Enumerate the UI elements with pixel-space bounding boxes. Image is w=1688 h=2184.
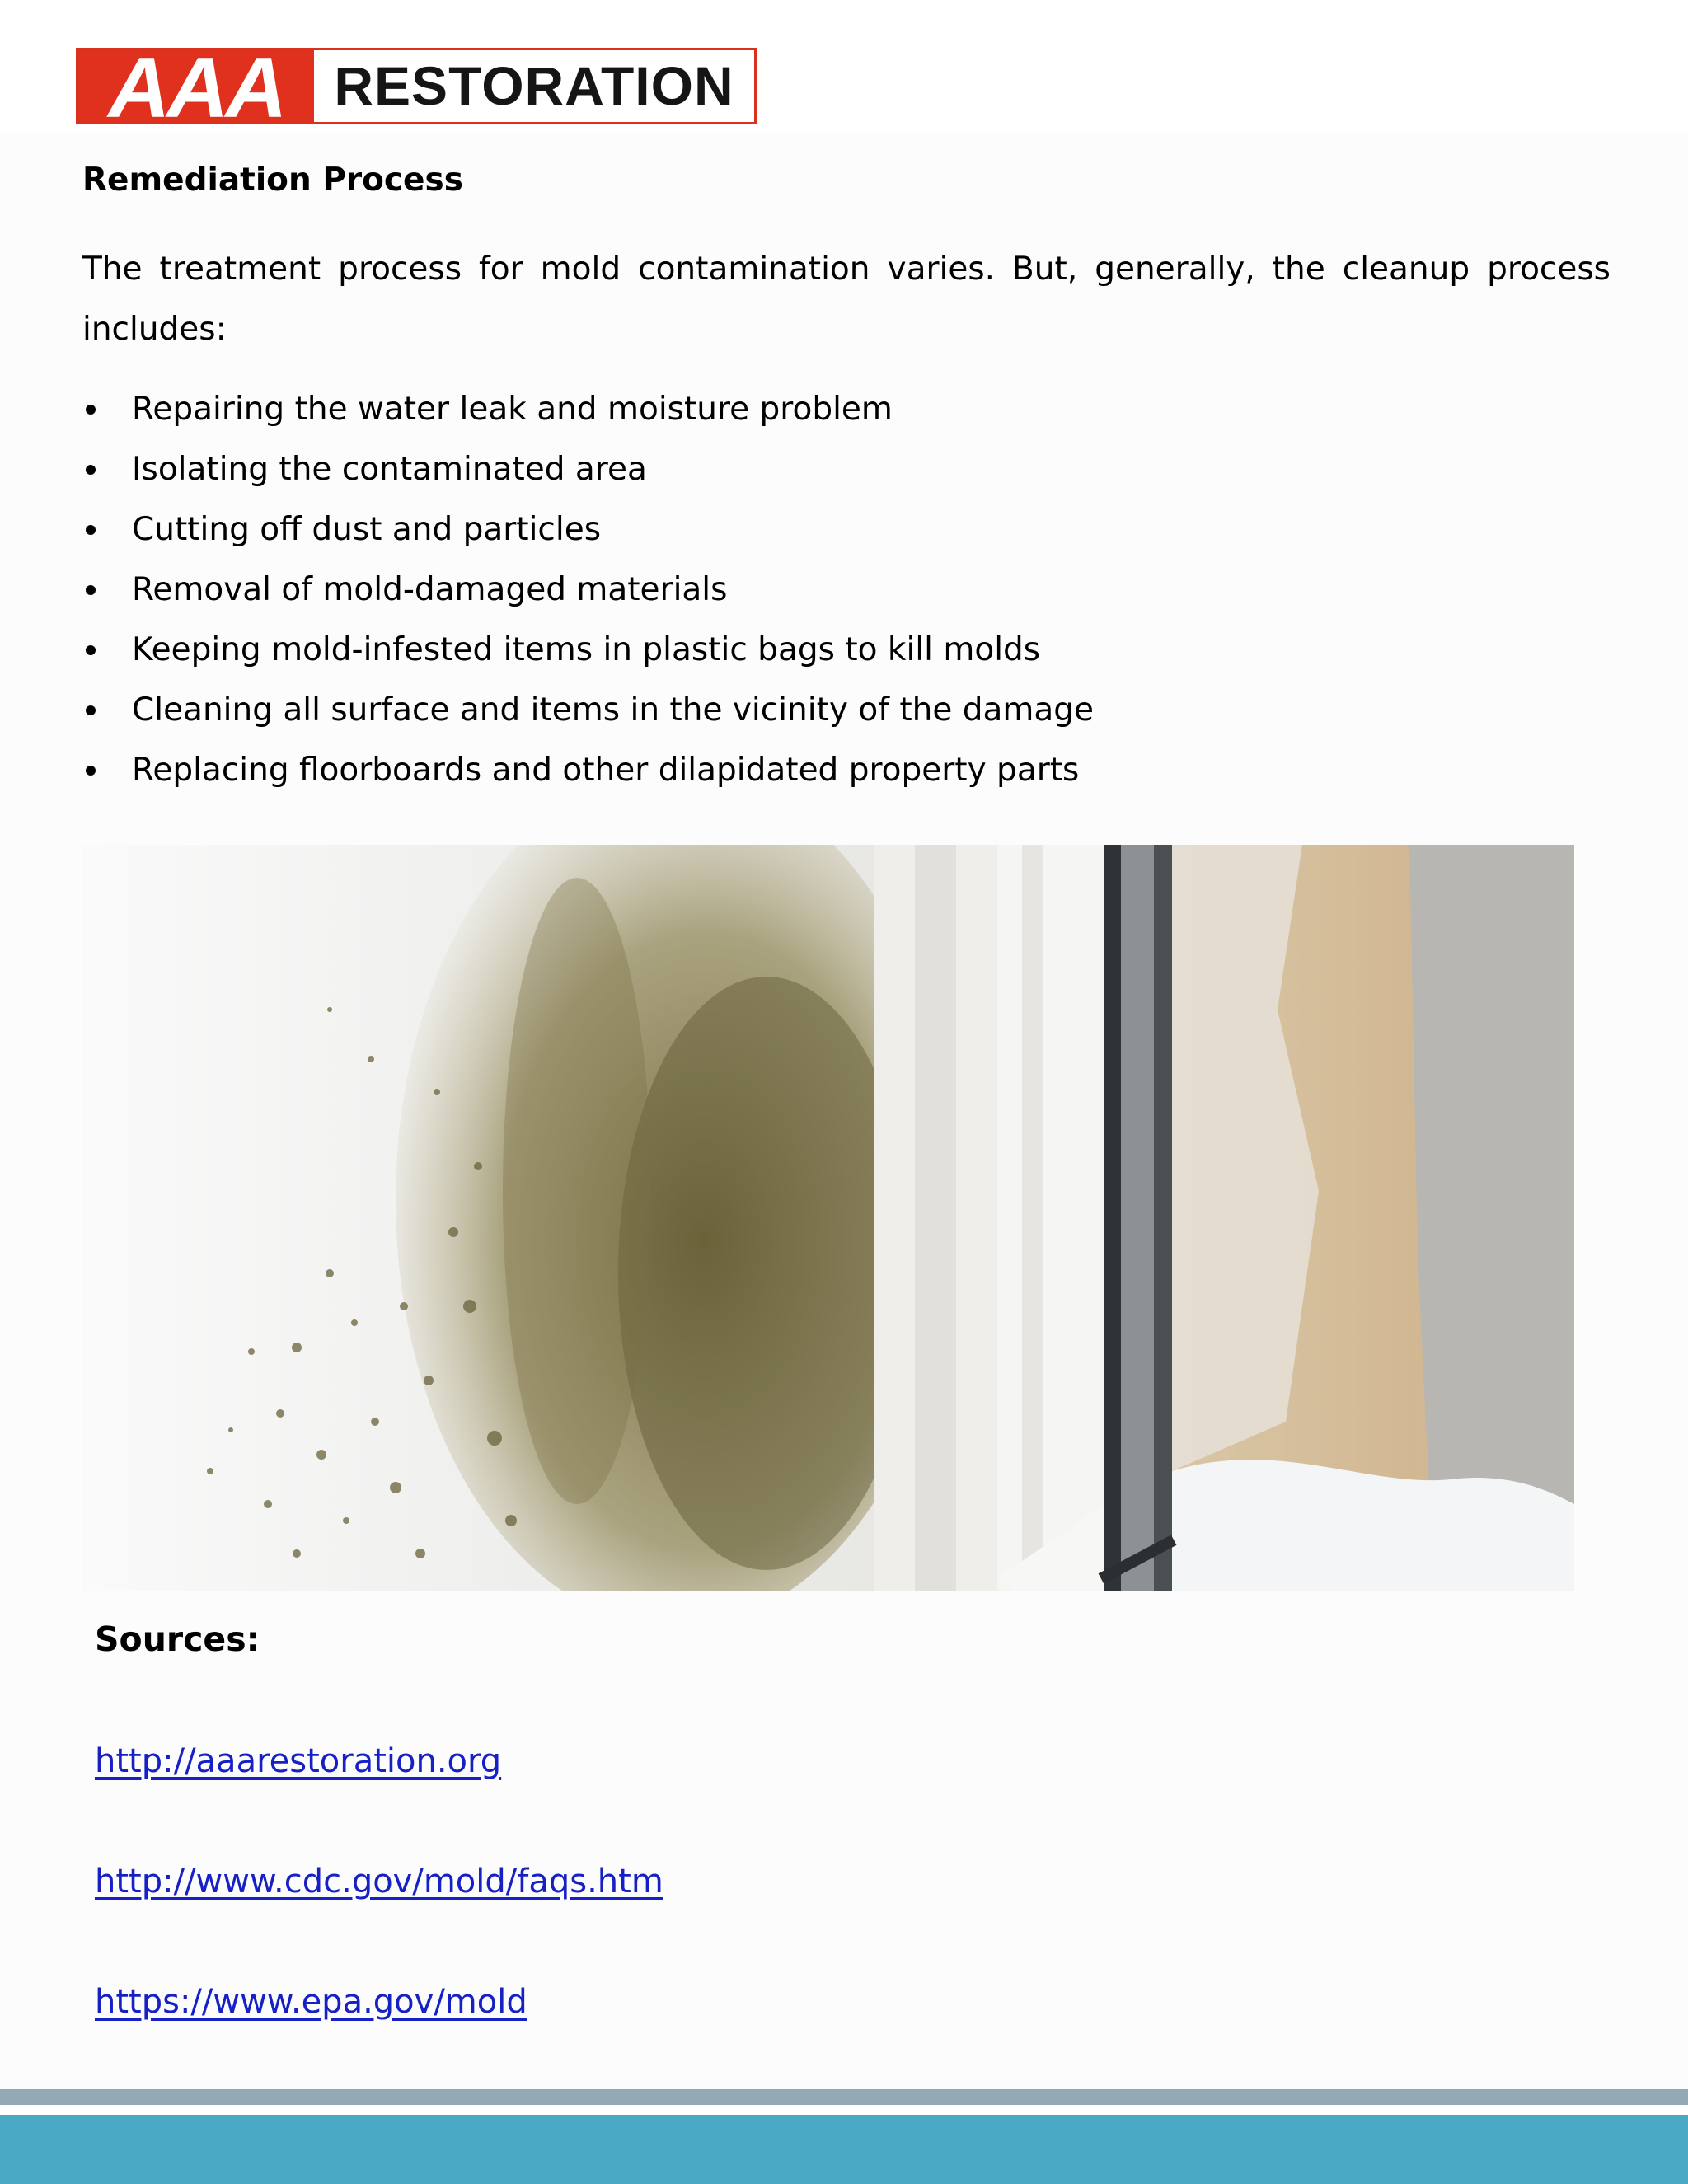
section-heading: Remediation Process [82,162,463,199]
remediation-steps-list [82,379,1094,800]
logo-aaa-mark: AAA [78,50,314,122]
company-logo [76,48,757,124]
source-link-cdc[interactable]: http://www.cdc.gov/mold/faqs.htm [95,1863,663,1900]
source-link-epa[interactable]: https://www.epa.gov/mold [95,1983,528,2021]
intro-paragraph: The treatment process for mold contamination varies. But, generally, the cleanup process includes: [82,251,1611,348]
footer-divider [0,2089,1688,2105]
list-item: Repairing the water leak and moisture problem [82,379,1094,439]
list-item: Cutting off dust and particles [82,499,1094,560]
list-item: Replacing floorboards and other dilapidated property parts [82,740,1094,800]
footer-band [0,2115,1688,2184]
list-item: Removal of mold-damaged materials [82,560,1094,620]
list-item: Keeping mold-infested items in plastic bags to kill molds [82,620,1094,680]
mold-wall-photo [82,845,1574,1591]
sources-heading: Sources: [95,1619,260,1659]
list-item: Isolating the contaminated area [82,439,1094,499]
list-item: Cleaning all surface and items in the vicinity of the damage [82,680,1094,740]
source-link-aaarestoration[interactable]: http://aaarestoration.org [95,1742,502,1780]
logo-wordmark: RESTORATION [334,55,734,116]
